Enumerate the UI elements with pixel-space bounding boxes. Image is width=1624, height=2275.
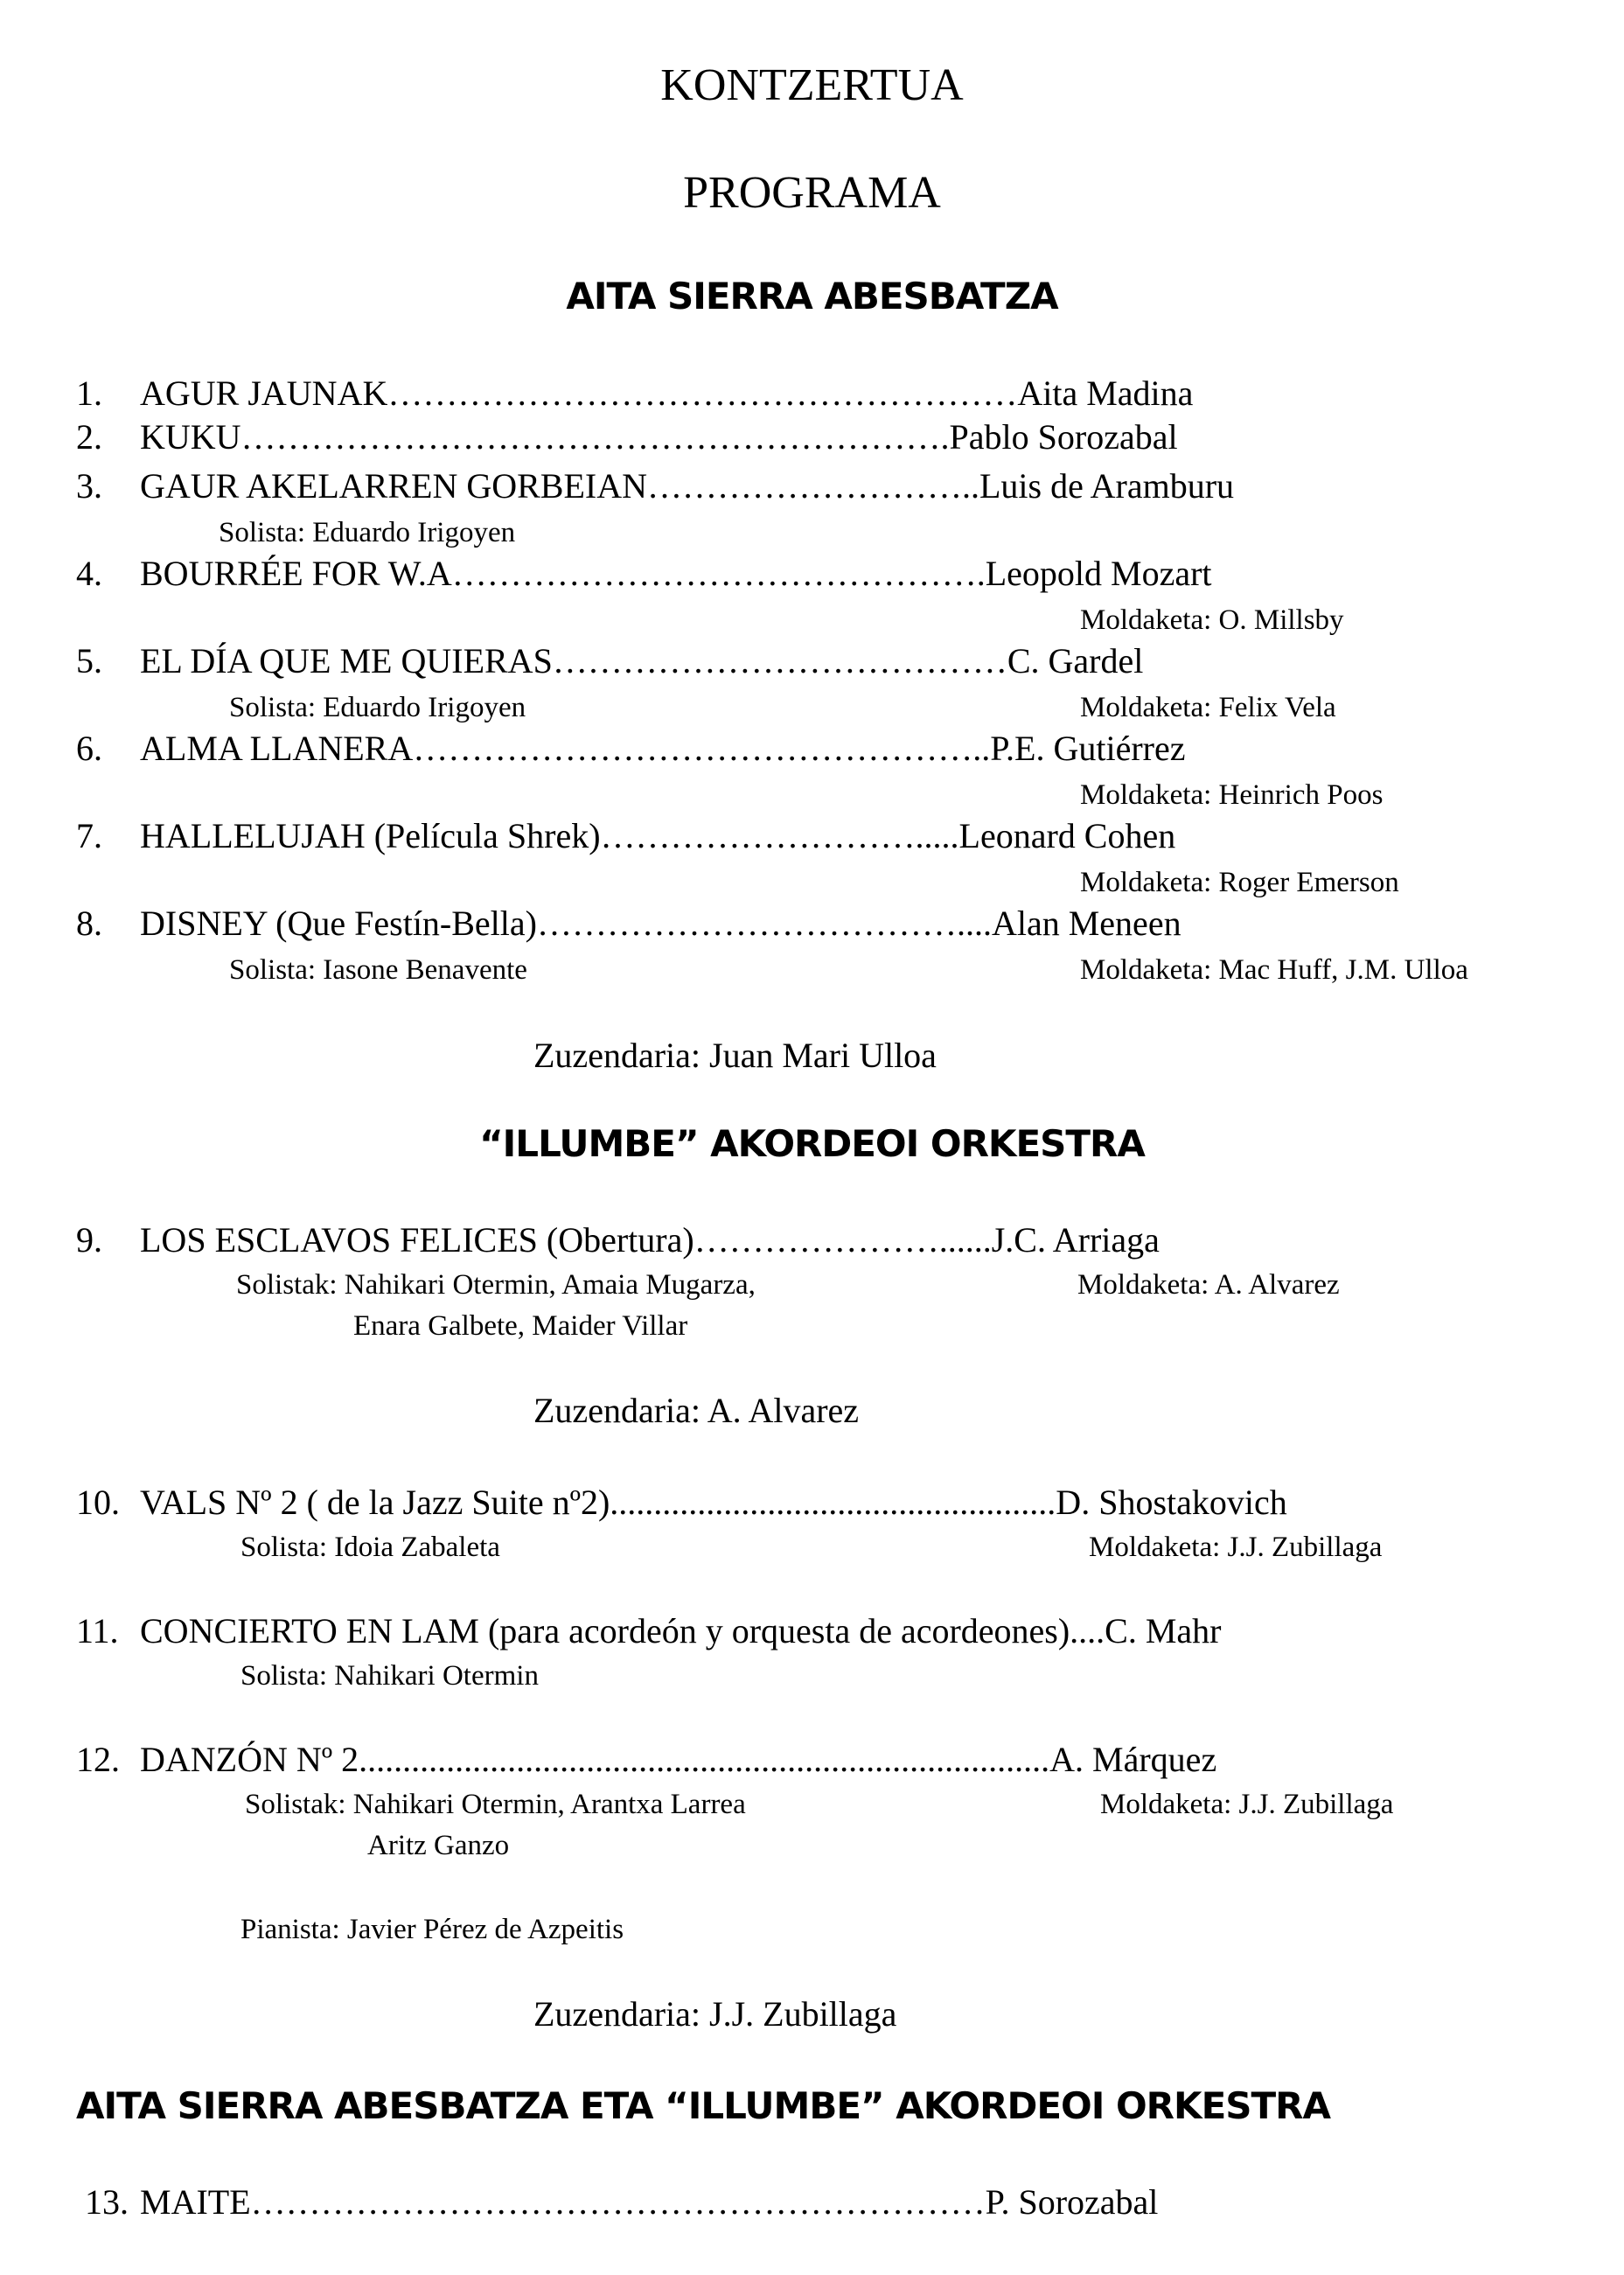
program-item: HALLELUJAH (Película Shrek)……………………….....Leonard Cohen <box>140 816 1176 855</box>
program-item: GAUR AKELARREN GORBEIAN………………………..Luis de Aramburu <box>140 466 1235 506</box>
arrangement: Moldaketa: O. Millsby <box>1080 604 1344 636</box>
page-title: KONTZERTUA <box>660 60 964 110</box>
soloist: Enara Galbete, Maider Villar <box>353 1310 688 1342</box>
arrangement: Moldaketa: Felix Vela <box>1080 692 1336 723</box>
soloist: Solista: Eduardo Irigoyen <box>229 692 526 723</box>
item-number: 2. <box>76 417 102 457</box>
soloist: Solista: Nahikari Otermin <box>240 1660 539 1692</box>
item-number: 10. <box>76 1483 120 1522</box>
soloist: Solista: Iasone Benavente <box>229 954 527 986</box>
soloist: Solista: Eduardo Irigoyen <box>219 517 516 548</box>
item-number: 6. <box>76 729 102 768</box>
program-item: KUKU…………………………………………………….Pablo Sorozabal <box>140 417 1178 457</box>
item-number: 7. <box>76 816 102 855</box>
program-item: DISNEY (Que Festín-Bella)………………………………....Alan Meneen <box>140 904 1181 943</box>
section-heading-combined: AITA SIERRA ABESBATZA ETA “ILLUMBE” AKORDEOI ORKESTRA <box>76 2084 1331 2127</box>
item-number: 8. <box>76 904 102 943</box>
pianist: Pianista: Javier Pérez de Azpeitis <box>240 1914 624 1945</box>
arrangement: Moldaketa: J.J. Zubillaga <box>1100 1789 1394 1820</box>
page-subtitle: PROGRAMA <box>683 168 941 218</box>
conductor: Zuzendaria: A. Alvarez <box>533 1391 860 1430</box>
item-number: 12. <box>76 1740 120 1779</box>
conductor: Zuzendaria: J.J. Zubillaga <box>533 1994 897 2034</box>
soloist: Solistak: Nahikari Otermin, Arantxa Larrea <box>245 1789 746 1820</box>
section-heading-choir: AITA SIERRA ABESBATZA <box>566 275 1058 318</box>
arrangement: Moldaketa: J.J. Zubillaga <box>1089 1532 1383 1563</box>
section-heading-orchestra: “ILLUMBE” AKORDEOI ORKESTRA <box>479 1122 1145 1165</box>
program-item: CONCIERTO EN LAM (para acordeón y orquesta de acordeones)....C. Mahr <box>140 1611 1222 1650</box>
program-item: AGUR JAUNAK………………………………………………Aita Madina <box>140 373 1194 413</box>
arrangement: Moldaketa: Roger Emerson <box>1080 867 1399 898</box>
soloist: Solistak: Nahikari Otermin, Amaia Mugarza, <box>236 1269 756 1301</box>
conductor: Zuzendaria: Juan Mari Ulloa <box>533 1036 937 1075</box>
soloist: Aritz Ganzo <box>367 1830 510 1861</box>
soloist: Solista: Idoia Zabaleta <box>240 1532 500 1563</box>
item-number: 9. <box>76 1220 102 1260</box>
item-number: 13. <box>85 2182 129 2222</box>
program-item: VALS Nº 2 ( de la Jazz Suite nº2)...................................................D. Shostakovich <box>140 1483 1287 1522</box>
program-item: ALMA LLANERA…………………………………………..P.E. Gutiérrez <box>140 729 1186 768</box>
arrangement: Moldaketa: Mac Huff, J.M. Ulloa <box>1080 954 1468 986</box>
item-number: 4. <box>76 554 102 593</box>
item-number: 3. <box>76 466 102 506</box>
arrangement: Moldaketa: Heinrich Poos <box>1080 779 1384 811</box>
program-item: DANZÓN Nº 2...............................................................................A. Márquez <box>140 1740 1217 1779</box>
program-item: LOS ESCLAVOS FELICES (Obertura)…………………......J.C. Arriaga <box>140 1220 1160 1260</box>
item-number: 5. <box>76 641 102 680</box>
program-item: MAITE………………………………………………………P. Sorozabal <box>140 2182 1159 2222</box>
item-number: 1. <box>76 373 102 413</box>
program-item: EL DÍA QUE ME QUIERAS…………………………………C. Gardel <box>140 641 1144 680</box>
item-number: 11. <box>76 1611 119 1650</box>
arrangement: Moldaketa: A. Alvarez <box>1077 1269 1340 1301</box>
program-item: BOURRÉE FOR W.A……………………………………….Leopold Mozart <box>140 554 1212 593</box>
